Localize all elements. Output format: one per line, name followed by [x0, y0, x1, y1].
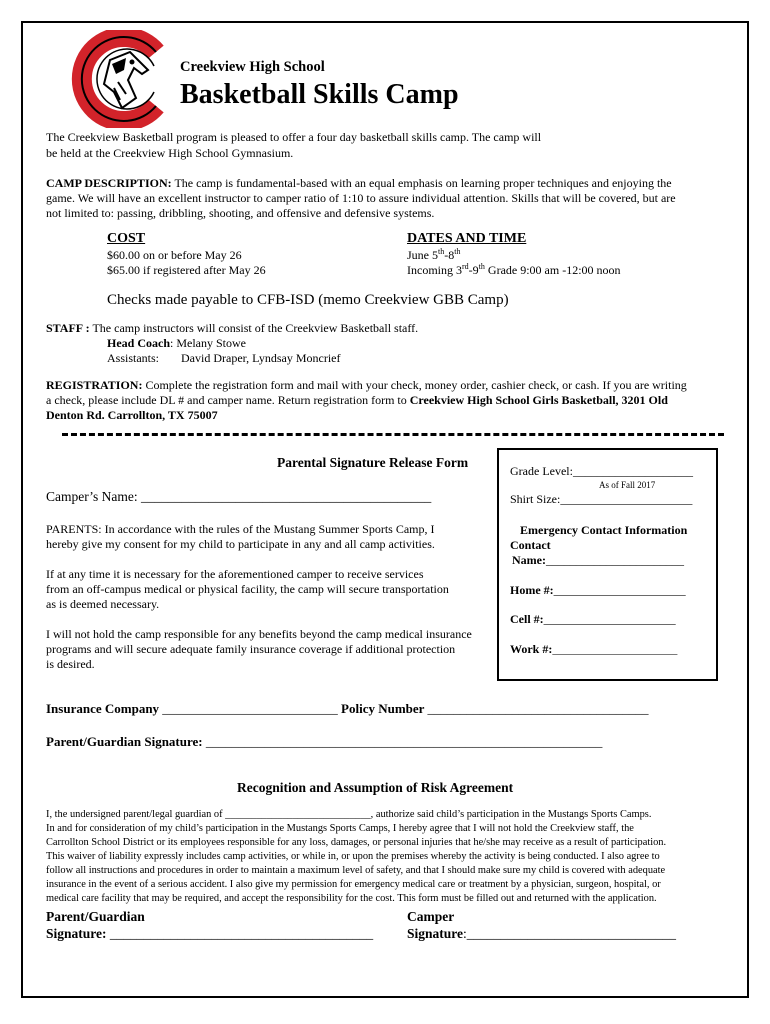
shirt-size-field[interactable] [510, 492, 692, 507]
camper-name-field[interactable] [46, 489, 431, 505]
release-text: PARENTS: In accordance with the rules of the Mustang Summer Sports Camp, I [46, 522, 435, 536]
contact-name-line: _______________________ [545, 553, 684, 567]
page-title: Basketball Skills Camp [180, 79, 459, 110]
head-coach-name: : Melany Stowe [170, 336, 246, 350]
parent-signature-label: Signature: [46, 926, 110, 941]
risk-title: Recognition and Assumption of Risk Agreement [237, 780, 514, 795]
release-text: as is deemed necessary. [46, 597, 160, 611]
camper-signature-field[interactable] [407, 926, 676, 942]
guardian-signature-line: _____________________________________________________________ [205, 734, 603, 749]
description-text: The camp is fundamental-based with an equal emphasis on learning proper techniques and enjoying the [171, 176, 672, 190]
shirt-size-label: Shirt Size: [510, 492, 561, 506]
risk-text: insurance in the event of a serious accident. I also give my permission for emergency medical care or treatment by a physician, surgeon, hospital, or [46, 879, 661, 890]
risk-text: follow all instructions and procedures in order to maintain a maximum level of safety, and that I should make sure my child is covered with adequate [46, 865, 666, 876]
release-text: If at any time it is necessary for the aforementioned camper to receive services [46, 567, 424, 581]
grade-level-label: Grade Level: [510, 464, 573, 478]
description-label: CAMP DESCRIPTION: [46, 176, 172, 190]
dates-line [407, 248, 460, 263]
staff-label: STAFF : [46, 321, 90, 335]
shirt-size-line: ______________________ [560, 492, 693, 506]
release-text: from an off-campus medical or physical facility, the camp will secure transportation [46, 582, 449, 596]
insurance-company-line: ___________________________ [162, 701, 338, 716]
cost-line: $65.00 if registered after May 26 [107, 263, 266, 277]
as-of-note: As of Fall 2017 [599, 480, 656, 490]
camper-signature-label: Camper [407, 909, 455, 924]
policy-number-label: Policy Number [337, 701, 428, 716]
staff-line [46, 321, 418, 336]
release-title: Parental Signature Release Form [277, 455, 469, 470]
staff-text: The camp instructors will consist of the Creekview Basketball staff. [89, 321, 419, 335]
cell-phone-field[interactable] [510, 612, 676, 627]
release-text: hereby give my consent for my child to participate in any and all camp activities. [46, 537, 435, 551]
risk-text: In and for consideration of my child’s participation in the Mustangs Sports Camps, I hereby agree that I will not hold the Creekview staff, the [46, 823, 634, 834]
risk-text: I, the undersigned parent/legal guardian of ____________________________, authorize said child’s participation in the Mustangs Sports Camps. [46, 809, 652, 820]
description-line: game. We will have an excellent instructor to camper ratio of 1:10 to assure individual attention. Skills that will be covered, but are [46, 191, 676, 205]
head-coach-label: Head Coach [107, 336, 170, 350]
dates-sup: th [454, 247, 461, 256]
home-phone-line: ______________________ [553, 583, 686, 597]
risk-text: medical care facility that may be required, and accept the responsibility for the cost. This form must be filled out and returned with the application. [46, 893, 657, 904]
camper-name-label: Camper’s Name: [46, 489, 141, 504]
grade-level-line: ____________________ [572, 464, 693, 478]
home-phone-field[interactable] [510, 583, 686, 598]
dates-text: Incoming 3 [407, 263, 462, 277]
parent-signature-line: _______________________________________ [109, 926, 374, 941]
registration-text: Complete the registration form and mail with your check, money order, cashier check, or cash. If you are writing [142, 378, 687, 392]
grade-level-field[interactable] [510, 464, 693, 479]
dates-text: -8 [444, 248, 455, 262]
registration-address: Denton Rd. Carrollton, TX 75007 [46, 408, 218, 422]
policy-number-line: __________________________________ [427, 701, 649, 716]
assistants-label: Assistants: [107, 351, 160, 365]
cell-phone-line: ______________________ [543, 612, 676, 626]
head-coach [107, 336, 246, 351]
dates-line [407, 263, 621, 278]
guardian-signature-row[interactable] [46, 734, 602, 750]
camper-name-line: ___________________________________________ [140, 489, 432, 504]
registration-line [46, 378, 687, 393]
mustang-c-logo [70, 30, 168, 128]
insurance-row[interactable] [46, 701, 648, 717]
cost-line: $60.00 on or before May 26 [107, 248, 242, 262]
home-phone-label: Home #: [510, 583, 554, 597]
insurance-company-label: Insurance Company [46, 701, 163, 716]
dates-text: Grade 9:00 am -12:00 noon [484, 263, 621, 277]
dates-sup: rd [462, 262, 469, 271]
contact-label: Contact [510, 538, 551, 552]
cost-heading: COST [107, 231, 146, 246]
camper-signature-line: _______________________________ [466, 926, 677, 941]
risk-text: This waiver of liability expressly includes camp activities, or while in, or upon the premises whereby the activity is being conducted. I also agree to [46, 851, 660, 862]
contact-name-label: Name: [512, 553, 546, 567]
parent-signature-field[interactable] [46, 926, 373, 942]
release-text: I will not hold the camp responsible for any benefits beyond the camp medical insurance [46, 627, 472, 641]
dates-sup: th [438, 247, 445, 256]
description-line: not limited to: passing, dribbling, shooting, and offensive and defensive systems. [46, 206, 435, 220]
assistants-names: David Draper, Lyndsay Moncrief [181, 351, 341, 365]
dates-heading: DATES AND TIME [407, 231, 527, 246]
registration-text: a check, please include DL # and camper name. Return registration form to [46, 393, 410, 407]
release-text: is desired. [46, 657, 95, 671]
description-line [46, 176, 672, 191]
emergency-info-box [497, 448, 718, 681]
work-phone-field[interactable] [510, 642, 677, 658]
dates-text: June 5 [407, 248, 438, 262]
parent-signature-label: Parent/Guardian [46, 909, 145, 924]
camper-signature-label: Signature [407, 926, 464, 941]
cell-phone-label: Cell #: [510, 612, 544, 626]
camper-signature-colon: : [463, 926, 467, 941]
dates-text: -9 [468, 263, 479, 277]
intro-line: The Creekview Basketball program is pleased to offer a four day basketball skills camp. The camp will [46, 130, 542, 144]
cut-line [62, 433, 724, 436]
registration-label: REGISTRATION: [46, 378, 143, 392]
guardian-signature-label: Parent/Guardian Signature: [46, 734, 206, 749]
intro-line: be held at the Creekview High School Gymnasium. [46, 146, 294, 160]
emergency-title: Emergency Contact Information [520, 523, 688, 537]
checks-payable: Checks made payable to CFB-ISD (memo Creekview GBB Camp) [107, 292, 509, 308]
school-name: Creekview High School [180, 59, 325, 75]
work-phone-label: Work #: [510, 642, 553, 656]
risk-text: Carrollton School District or its employees responsible for any loss, damages, or personal injuries that he/she may receive as a result of participation. [46, 837, 667, 848]
registration-line [46, 393, 668, 408]
work-phone-line: _________________________ [552, 645, 678, 656]
release-text: programs and will secure adequate family insurance coverage if additional protection [46, 642, 456, 656]
dates-sup: th [478, 262, 485, 271]
contact-name-field[interactable] [512, 553, 684, 568]
registration-address: Creekview High School Girls Basketball, 3201 Old [409, 393, 668, 407]
